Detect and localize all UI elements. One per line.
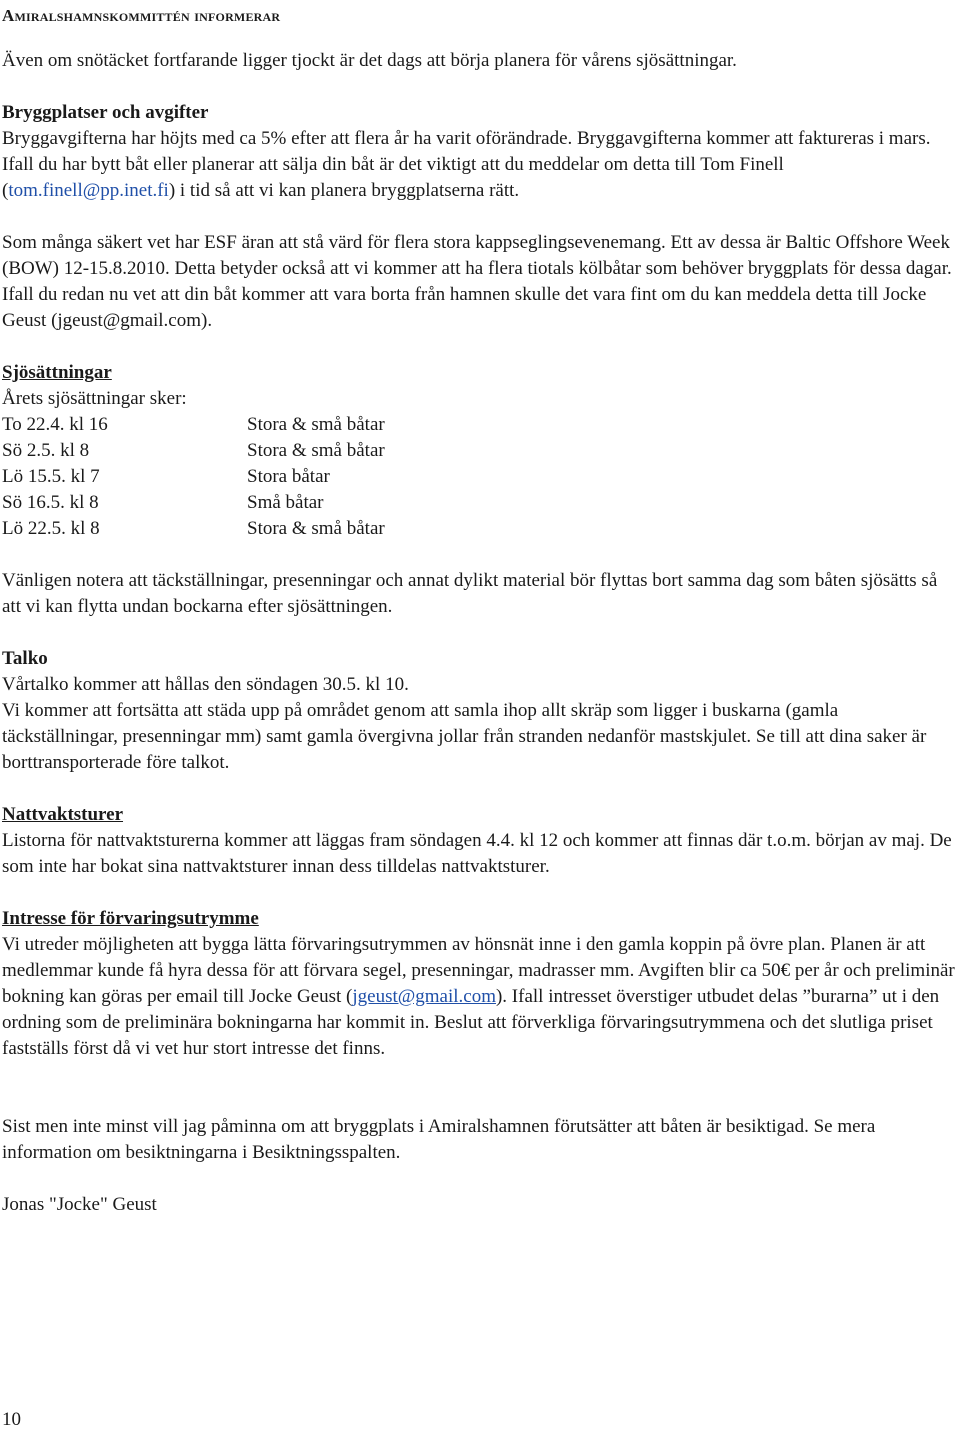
section-title-bryggplatser: Bryggplatser och avgifter: [2, 102, 209, 123]
schedule-boats: Små båtar: [247, 492, 324, 513]
section-bow: [2, 230, 958, 334]
section-sjosattningar: [2, 360, 958, 542]
schedule-boats: Stora båtar: [247, 466, 330, 487]
section-nattvakt: [2, 802, 958, 880]
closing-paragraph: [2, 1114, 958, 1166]
talko-line-2: Vi kommer att fortsätta att städa upp på området genom att samla ihop allt skräp som ligger i buskarna (gamla täckställningar, presenningar mm) samt gamla övergivna jollar från stranden nedanför mastskjulet. Se till att dina saker är borttransporterade före talkot.: [2, 700, 927, 773]
forvaring-text-part-2: ). Ifall intresset överstiger utbudet delas ”burarna” ut i den ordning som de preliminära bokningarna har kommit in. Beslut att förverkliga förvaringsutrymmena och det slutliga priset fastställs först då vi vet hur stort intresse det finns.: [2, 986, 940, 1059]
schedule-row: [2, 464, 958, 490]
nattvakt-text: Listorna för nattvaktsturerna kommer att läggas fram söndagen 4.4. kl 12 och kommer att finnas där t.o.m. början av maj. De som inte har bokat sina nattvaktsturer innan dess tilldelas nattvaktsturer.: [2, 830, 952, 877]
section-title-forvaring: Intresse för förvaringsutrymme: [2, 908, 259, 929]
page-heading: Amiralshamnskommittén informerar: [2, 6, 281, 25]
schedule-date: Sö 2.5. kl 8: [2, 440, 90, 461]
signature: [2, 1192, 958, 1218]
schedule-date: Lö 15.5. kl 7: [2, 466, 100, 487]
bryggplatser-text-part-2: ) i tid så att vi kan planera bryggplatserna rätt.: [168, 180, 520, 201]
page-number: 10: [2, 1409, 21, 1430]
schedule-boats: Stora & små båtar: [247, 414, 385, 435]
schedule-row: [2, 490, 958, 516]
schedule-boats: Stora & små båtar: [247, 440, 385, 461]
schedule-date: Lö 22.5. kl 8: [2, 518, 100, 539]
launch-schedule: [2, 412, 958, 542]
intro-text: Även om snötäcket fortfarande ligger tjockt är det dags att börja planera för vårens sjösättningar.: [2, 50, 737, 71]
schedule-row: [2, 412, 958, 438]
bryggplatser-text: [2, 126, 958, 204]
bryggplatser-text-part-1: Bryggavgifterna har höjts med ca 5% efter att flera år ha varit oförändrade. Bryggavgifterna kommer att faktureras i mars. Ifall du har bytt båt eller planerar att sälja din båt är det viktigt att du meddelar om detta till Tom Finell (: [2, 128, 931, 201]
section-forvaring: [2, 906, 958, 1062]
section-title-sjosattningar: Sjösättningar: [2, 362, 112, 383]
signature-text: Jonas "Jocke" Geust: [2, 1194, 157, 1215]
document-page: [2, 0, 958, 1429]
closing-text: Sist men inte minst vill jag påminna om att bryggplats i Amiralshamnen förutsätter att båten är besiktigad. Se mera information om besiktningarna i Besiktningsspalten.: [2, 1116, 876, 1163]
forvaring-text-part-1: Vi utreder möjligheten att bygga lätta förvaringsutrymmen av hönsnät inne i den gamla koppin på övre plan. Planen är att medlemmar kunde få hyra dessa för att förvara segel, presenningar, madrasser mm. Avgiften blir ca 50€ per år och preliminär bokning kan göras per email till Jocke Geust (: [2, 934, 955, 1007]
schedule-date: To 22.4. kl 16: [2, 414, 108, 435]
schedule-row: [2, 516, 958, 542]
schedule-boats: Stora & små båtar: [247, 518, 385, 539]
bow-text: Som många säkert vet har ESF äran att stå värd för flera stora kappseglingsevenemang. Ett av dessa är Baltic Offshore Week (BOW) 12-15.8.2010. Detta betyder också att vi kommer att ha flera tiotals kölbåtar som behöver bryggplats för dessa dagar. Ifall du redan nu vet att din båt kommer att vara borta från hamnen skulle det vara fint om du kan meddela detta till Jocke Geust (jgeust@gmail.com).: [2, 232, 952, 331]
sjosattningar-note: [2, 568, 958, 620]
talko-line-1: Vårtalko kommer att hållas den söndagen 30.5. kl 10.: [2, 674, 409, 695]
sjosattningar-subtitle: Årets sjösättningar sker:: [2, 388, 187, 409]
section-title-nattvakt: Nattvaktsturer: [2, 804, 124, 825]
schedule-date: Sö 16.5. kl 8: [2, 492, 99, 513]
schedule-row: [2, 438, 958, 464]
email-link-tom-finell[interactable]: tom.finell@pp.inet.fi: [8, 180, 169, 201]
sjosattningar-note-text: Vänligen notera att täckställningar, presenningar och annat dylikt material bör flyttas bort samma dag som båten sjösätts så att vi kan flytta undan bockarna efter sjösättningen.: [2, 570, 938, 617]
email-link-jocke-geust[interactable]: jgeust@gmail.com: [352, 986, 496, 1007]
section-title-talko: Talko: [2, 648, 48, 669]
section-bryggplatser: [2, 100, 958, 204]
section-talko: [2, 646, 958, 776]
forvaring-text: [2, 932, 958, 1062]
intro-paragraph: [2, 48, 958, 74]
